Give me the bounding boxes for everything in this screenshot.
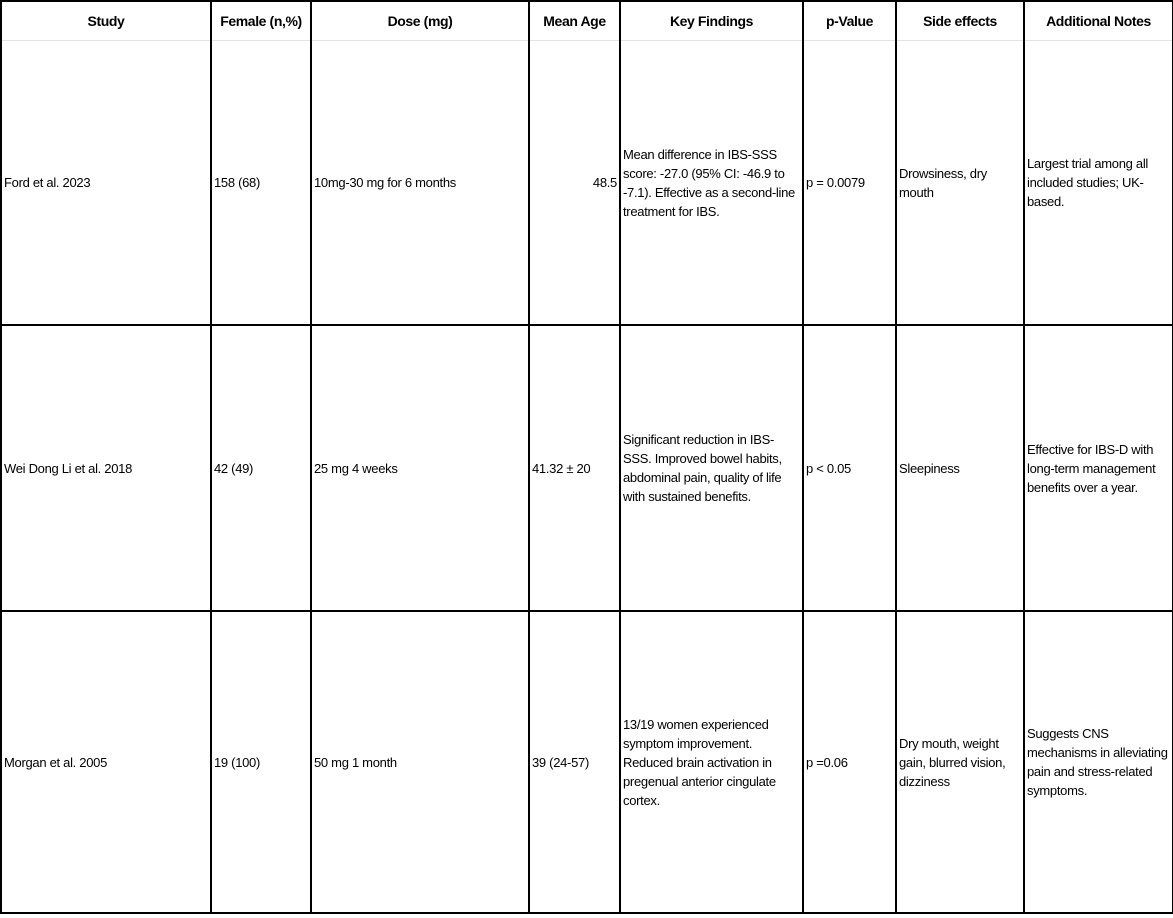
- cell-mean-age: 41.32 ± 20: [529, 325, 620, 611]
- cell-additional-notes: Effective for IBS-D with long-term management benefits over a year.: [1024, 325, 1173, 611]
- cell-key-findings: Mean difference in IBS-SSS score: -27.0 (95% CI: -46.9 to -7.1). Effective as a second-line treatment for IBS.: [620, 41, 803, 326]
- cell-additional-notes: Suggests CNS mechanisms in alleviating pain and stress-related symptoms.: [1024, 611, 1173, 913]
- cell-dose: 10mg-30 mg for 6 months: [311, 41, 529, 326]
- cell-p-value: p =0.06: [803, 611, 896, 913]
- cell-dose: 50 mg 1 month: [311, 611, 529, 913]
- header-dose: Dose (mg): [311, 1, 529, 41]
- cell-p-value: p < 0.05: [803, 325, 896, 611]
- cell-side-effects: Drowsiness, dry mouth: [896, 41, 1024, 326]
- cell-female: 158 (68): [211, 41, 311, 326]
- cell-key-findings: 13/19 women experienced symptom improvement. Reduced brain activation in pregenual anterior cingulate cortex.: [620, 611, 803, 913]
- cell-side-effects: Dry mouth, weight gain, blurred vision, dizziness: [896, 611, 1024, 913]
- header-mean-age: Mean Age: [529, 1, 620, 41]
- cell-female: 19 (100): [211, 611, 311, 913]
- cell-study: Wei Dong Li et al. 2018: [1, 325, 211, 611]
- table-row: [1, 41, 1173, 326]
- cell-side-effects: Sleepiness: [896, 325, 1024, 611]
- header-additional-notes: Additional Notes: [1024, 1, 1173, 41]
- table-row: [1, 611, 1173, 913]
- header-key-findings: Key Findings: [620, 1, 803, 41]
- cell-mean-age: 39 (24-57): [529, 611, 620, 913]
- cell-female: 42 (49): [211, 325, 311, 611]
- cell-mean-age: 48.5: [529, 41, 620, 326]
- cell-study: Morgan et al. 2005: [1, 611, 211, 913]
- header-study: Study: [1, 1, 211, 41]
- cell-study: Ford et al. 2023: [1, 41, 211, 326]
- cell-additional-notes: Largest trial among all included studies; UK-based.: [1024, 41, 1173, 326]
- header-female: Female (n,%): [211, 1, 311, 41]
- cell-p-value: p = 0.0079: [803, 41, 896, 326]
- header-row: [1, 1, 1173, 41]
- cell-key-findings: Significant reduction in IBS-SSS. Improved bowel habits, abdominal pain, quality of life with sustained benefits.: [620, 325, 803, 611]
- table-row: [1, 325, 1173, 611]
- header-p-value: p-Value: [803, 1, 896, 41]
- header-side-effects: Side effects: [896, 1, 1024, 41]
- cell-dose: 25 mg 4 weeks: [311, 325, 529, 611]
